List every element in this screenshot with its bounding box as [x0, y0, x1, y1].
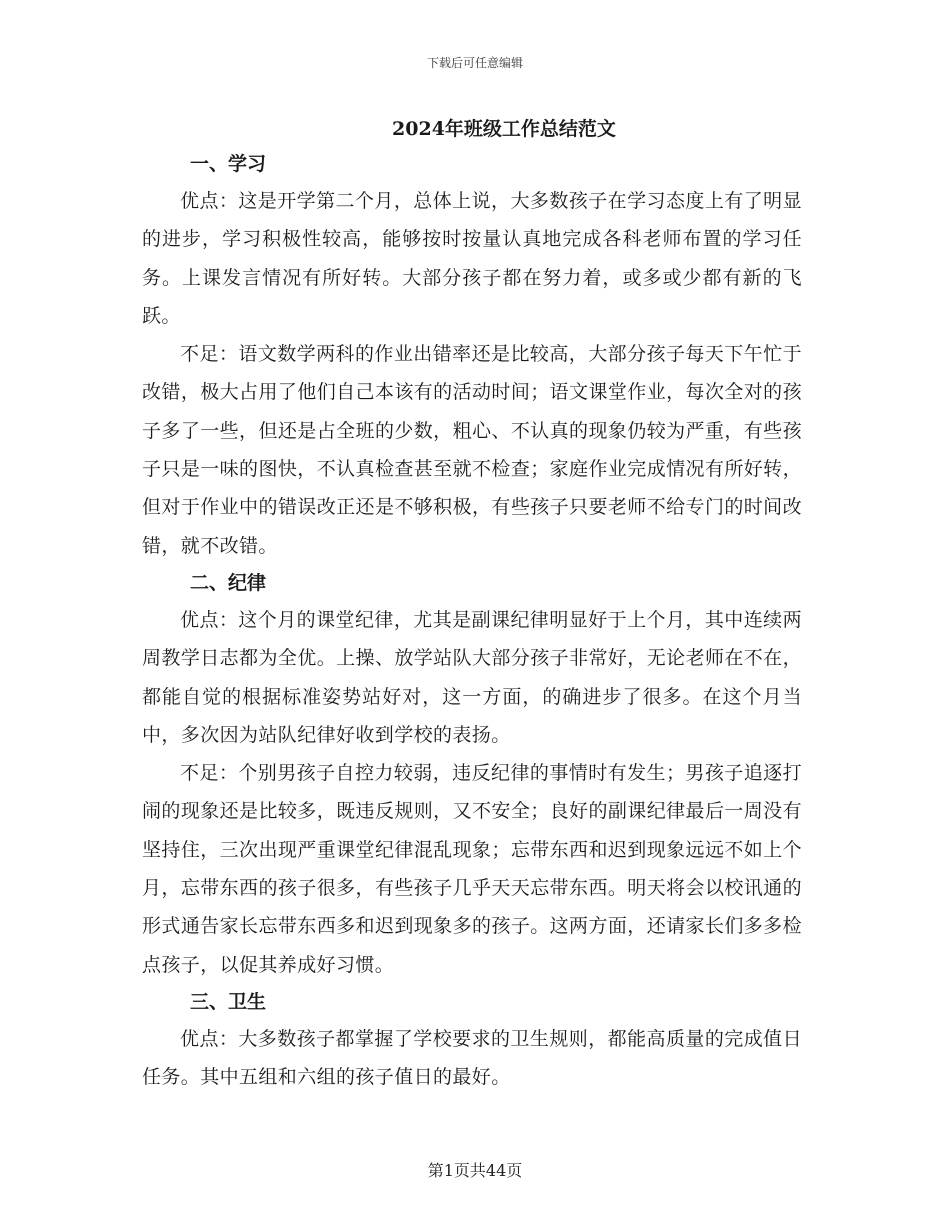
paragraph-study-weaknesses: 不足：语文数学两科的作业出错率还是比较高，大部分孩子每天下午忙于改错，极大占用了他们自己本该有的活动时间；语文课堂作业，每次全对的孩子多了一些，但还是占全班的少数，粗心、不认真的现象仍较为严重，有些孩子只是一味的图快，不认真检查甚至就不检查；家庭作业完成情况有所好转，但对于作业中的错误改正还是不够积极，有些孩子只要老师不给专门的时间改错，就不改错。 — [142, 343, 802, 557]
section-heading-discipline: 二、纪律 — [190, 571, 267, 594]
paragraph-hygiene-strengths: 优点：大多数孩子都掌握了学校要求的卫生规则，都能高质量的完成值日任务。其中五组和六组的孩子值日的最好。 — [142, 1027, 802, 1089]
paragraph-discipline-weaknesses: 不足：个别男孩子自控力较弱，违反纪律的事情时有发生；男孩子追逐打闹的现象还是比较多，既违反规则，又不安全；良好的副课纪律最后一周没有坚持住，三次出现严重课堂纪律混乱现象；忘带东西和迟到现象远远不如上个月，忘带东西的孩子很多，有些孩子几乎天天忘带东西。明天将会以校讯通的形式通告家长忘带东西多和迟到现象多的孩子。这两方面，还请家长们多多检点孩子，以促其养成好习惯。 — [142, 762, 802, 976]
paragraph-study-strengths: 优点：这是开学第二个月，总体上说，大多数孩子在学习态度上有了明显的进步，学习积极性较高，能够按时按量认真地完成各科老师布置的学习任务。上课发言情况有所好转。大部分孩子都在努力着，或多或少都有新的飞跃。 — [142, 190, 802, 327]
page-number-footer: 第1页共44页 — [427, 1161, 523, 1180]
document-title: 2024年班级工作总结范文 — [392, 118, 616, 140]
page-header-note: 下载后可任意编辑 — [426, 56, 523, 70]
section-heading-study: 一、学习 — [190, 153, 267, 175]
section-heading-hygiene: 三、卫生 — [190, 990, 267, 1013]
document-body — [142, 112, 802, 1097]
paragraph-discipline-strengths: 优点：这个月的课堂纪律，尤其是副课纪律明显好于上个月，其中连续两周教学日志都为全优。上操、放学站队大部分孩子非常好，无论老师在不在，都能自觉的根据标准姿势站好对，这一方面，的确进步了很多。在这个月当中，多次因为站队纪律好收到学校的表扬。 — [142, 608, 802, 746]
